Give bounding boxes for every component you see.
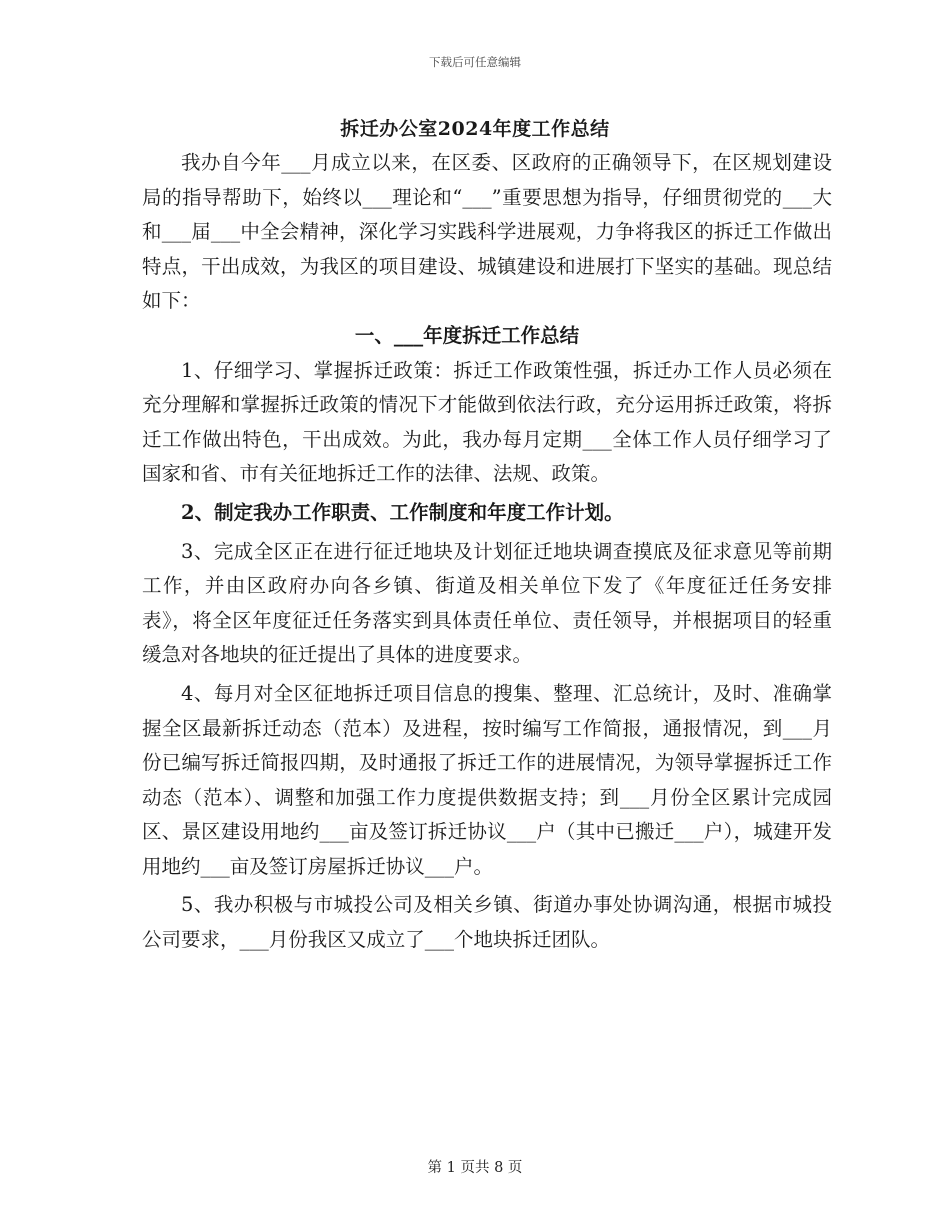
item-5-paragraph: 5、我办积极与市城投公司及相关乡镇、街道办事处协调沟通，根据市城投公司要求，___月份我区又成立了___个地块拆迁团队。 (142, 893, 832, 952)
item-4-paragraph: 4、每月对全区征地拆迁项目信息的搜集、整理、汇总统计，及时、准确掌握全区最新拆迁动态（范本）及进程，按时编写工作简报，通报情况，到___月份已编写拆迁简报四期，及时通报了拆迁工作的进展情况，为领导掌握拆迁工作动态（范本）、调整和加强工作力度提供数据支持；到___月份全区累计完成园区、景区建设用地约___亩及签订拆迁协议___户（其中已搬迁___户），城建开发用地约___亩及签订房屋拆迁协议___户。 (142, 681, 832, 878)
intro-paragraph: 我办自今年___月成立以来，在区委、区政府的正确领导下，在区规划建设局的指导帮助下，始终以___理论和“___”重要思想为指导，仔细贯彻党的___大和___届___中全会精神，深化学习实践科学进展观，力争将我区的拆迁工作做出特点，干出成效，为我区的项目建设、城镇建设和进展打下坚实的基础。现总结如下： (142, 151, 832, 313)
item-3-paragraph: 3、完成全区正在进行征迁地块及计划征迁地块调查摸底及征求意见等前期工作，并由区政府办向各乡镇、街道及相关单位下发了《年度征迁任务安排表》，将全区年度征迁任务落实到具体责任单位、责任领导，并根据项目的轻重缓急对各地块的征迁提出了具体的进度要求。 (142, 539, 832, 667)
section-heading: 一、___年度拆迁工作总结 (354, 323, 580, 347)
item-1-paragraph: 1、仔细学习、掌握拆迁政策：拆迁工作政策性强，拆迁办工作人员必须在充分理解和掌握拆迁政策的情况下才能做到依法行政，充分运用拆迁政策，将拆迁工作做出特色，干出成效。为此，我办每月定期___全体工作人员仔细学习了国家和省、市有关征地拆迁工作的法律、法规、政策。 (142, 358, 832, 486)
document-title: 拆迁办公室2024年度工作总结 (340, 118, 610, 140)
document-body (142, 146, 832, 958)
page-number: 第 1 页共 8 页 (427, 1160, 523, 1176)
page-header-note: 下载后可任意编辑 (429, 55, 521, 69)
item-2-paragraph: 2、制定我办工作职责、工作制度和年度工作计划。 (181, 500, 624, 524)
